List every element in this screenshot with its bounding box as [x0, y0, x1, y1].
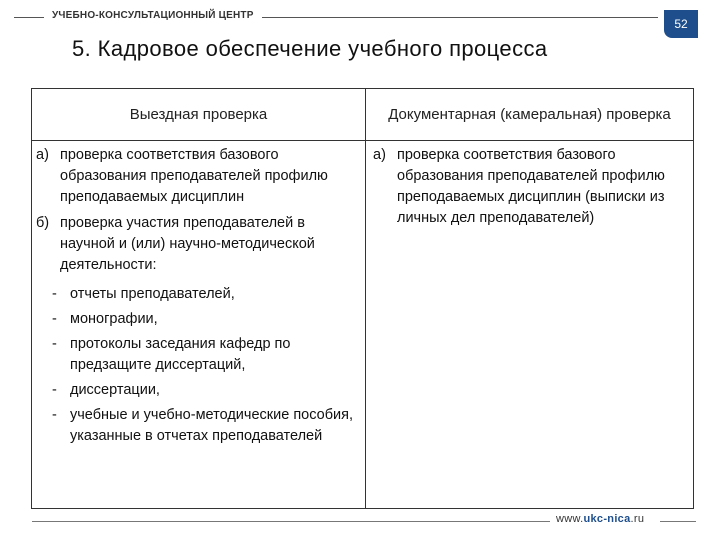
comparison-table: [31, 88, 694, 509]
table-header-onsite: [32, 89, 365, 140]
footer-url-prefix: www.: [556, 513, 584, 525]
item-marker: а): [373, 147, 386, 163]
table-header-onsite-label: Выездная проверка: [129, 105, 268, 123]
item-text: проверка соответствия базового образования преподавателей профилю преподаваемых дисциплин: [60, 147, 328, 205]
document-list: [36, 284, 361, 447]
bullet-text: отчеты преподавателей,: [70, 286, 235, 302]
list-item: [373, 145, 691, 229]
header-divider-left: [14, 17, 44, 18]
list-item: [52, 380, 361, 401]
table-header-documentary: [366, 89, 693, 140]
page-number: 52: [674, 17, 688, 31]
item-text: проверка соответствия базового образования преподавателей профилю преподаваемых дисциплин (выписки из личных дел преподавателей): [397, 147, 665, 226]
item-marker: б): [36, 215, 50, 231]
bullet-text: протоколы заседания кафедр по предзащите диссертаций,: [70, 336, 291, 373]
dash-marker: -: [52, 311, 57, 327]
footer-url-brand: ukc-nica: [583, 513, 631, 525]
footer-url-suffix: .ru: [630, 513, 645, 525]
list-item: [36, 145, 361, 208]
list-item: [52, 405, 361, 447]
item-marker: а): [36, 147, 49, 163]
bullet-text: диссертации,: [70, 382, 160, 398]
table-header-documentary-label: Документарная (камеральная) проверка: [388, 105, 671, 123]
dash-marker: -: [52, 407, 57, 423]
item-text: проверка участия преподавателей в научной и (или) научно-методической деятельности:: [60, 215, 315, 273]
footer-divider-left: [32, 521, 550, 522]
dash-marker: -: [52, 382, 57, 398]
onsite-column: [36, 145, 361, 451]
footer-divider-right: [660, 521, 696, 522]
documentary-column: [373, 145, 691, 229]
header-divider-right: [262, 17, 658, 18]
list-item: [52, 334, 361, 376]
dash-marker: -: [52, 336, 57, 352]
table-header-divider: [32, 140, 693, 141]
org-name: УЧЕБНО-КОНСУЛЬТАЦИОННЫЙ ЦЕНТР: [52, 10, 254, 21]
list-item: [52, 284, 361, 305]
dash-marker: -: [52, 286, 57, 302]
table-column-divider: [365, 89, 366, 508]
page-title: 5. Кадровое обеспечение учебного процесса: [72, 36, 548, 61]
list-item: [36, 213, 361, 276]
bullet-text: учебные и учебно-методические пособия, указанные в отчетах преподавателей: [70, 407, 353, 444]
list-item: [52, 309, 361, 330]
page-number-badge: [664, 10, 698, 38]
footer-website: [556, 513, 644, 525]
bullet-text: монографии,: [70, 311, 158, 327]
